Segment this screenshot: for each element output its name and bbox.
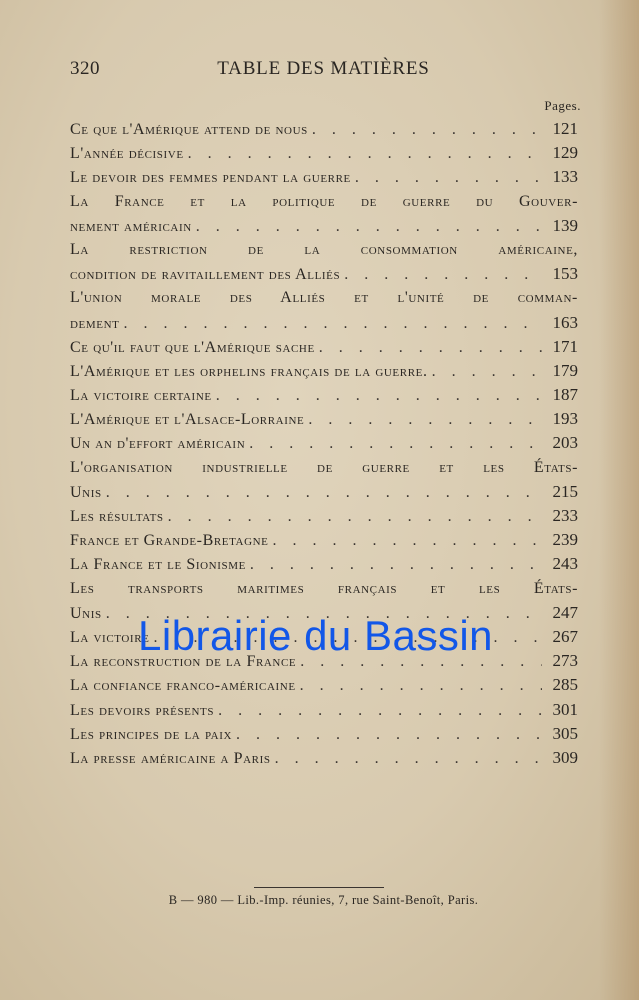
dot-leaders	[106, 481, 542, 505]
toc-entry-title: L'Amérique et les orphelins français de la guerre.	[70, 362, 428, 380]
toc-line	[70, 456, 578, 480]
toc-entry-title: condition de ravitaillement des Alliés	[70, 266, 341, 284]
toc-entry	[70, 238, 578, 286]
toc-line	[70, 238, 578, 262]
toc-page-number: 285	[552, 675, 578, 695]
toc-entry	[70, 117, 578, 141]
toc-page-number: 193	[552, 409, 578, 429]
dot-leaders	[168, 505, 542, 529]
toc-entry-title: Ce qu'il faut que l'Amérique sache	[70, 338, 315, 356]
dot-leaders	[273, 529, 542, 553]
toc-line	[70, 407, 578, 431]
toc-page-number: 305	[552, 723, 578, 743]
dot-leaders	[123, 312, 542, 336]
toc-page-number: 171	[552, 336, 578, 356]
toc-entry-title: L'Amérique et l'Alsace-Lorraine	[70, 411, 305, 429]
printer-imprint: B — 980 — Lib.-Imp. réunies, 7, rue Saint-Benoît, Paris.	[168, 893, 479, 907]
toc-line	[70, 214, 578, 238]
toc-entry-title: Les devoirs présents	[70, 701, 215, 719]
toc-entry	[70, 698, 578, 722]
toc-entry-title: L'union morale des Alliés et l'unité de comman-	[70, 289, 578, 307]
toc-entry	[70, 673, 578, 697]
toc-entry	[70, 528, 578, 552]
dot-leaders	[216, 384, 542, 408]
toc-entry-title: La victoire	[70, 628, 150, 646]
toc-line	[70, 722, 578, 746]
toc-entry-title: Un an d'effort américain	[70, 435, 246, 453]
dot-leaders	[432, 360, 542, 384]
toc-entry	[70, 286, 578, 334]
toc-entry	[70, 141, 578, 165]
toc-page-number: 243	[552, 554, 578, 574]
dot-leaders	[308, 408, 542, 432]
toc-page-number: 139	[552, 215, 578, 235]
toc-entry	[70, 190, 578, 238]
toc-entry-title: Les transports maritimes français et les États-	[70, 579, 578, 597]
toc-entry	[70, 359, 578, 383]
toc-entry-title: L'organisation industrielle de guerre et les États-	[70, 458, 578, 476]
toc-entry-title: L'année décisive	[70, 145, 184, 163]
toc-line	[70, 673, 578, 697]
toc-entry-title: Le devoir des femmes pendant la guerre	[70, 169, 351, 187]
toc-entry-title: Unis	[70, 483, 102, 501]
toc-line	[70, 552, 578, 576]
toc-line	[70, 383, 578, 407]
toc-entry	[70, 383, 578, 407]
toc-page-number: 267	[552, 626, 578, 646]
toc-entry-title: dement	[70, 314, 120, 332]
toc-line	[70, 746, 578, 770]
toc-entry	[70, 552, 578, 576]
toc-entry-title: La presse américaine a Paris	[70, 749, 271, 767]
toc-line	[70, 141, 578, 165]
running-title: TABLE DES MATIÈRES	[217, 58, 430, 79]
toc-page-number: 187	[552, 385, 578, 405]
toc-line	[70, 431, 578, 455]
bookseller-watermark: Librairie du Bassin	[138, 612, 494, 659]
toc-entry-title: La victoire certaine	[70, 387, 212, 405]
toc-entry	[70, 746, 578, 770]
footer-rule	[254, 887, 384, 888]
toc-entry	[70, 504, 578, 528]
toc-entry-title: Les principes de la paix	[70, 725, 233, 743]
toc-entry	[70, 722, 578, 746]
toc-entry-title: Unis	[70, 604, 102, 622]
toc-line	[70, 190, 578, 214]
toc-entry-title: La restriction de la consommation américaine,	[70, 240, 578, 258]
toc-line	[70, 577, 578, 601]
toc-page-number: 301	[552, 699, 578, 719]
dot-leaders	[188, 142, 542, 166]
toc-page-number: 203	[552, 433, 578, 453]
toc-line	[70, 528, 578, 552]
toc-line	[70, 335, 578, 359]
toc-line	[70, 262, 578, 286]
toc-line	[70, 165, 578, 189]
toc-page-number: 133	[552, 167, 578, 187]
toc-page-number: 215	[552, 481, 578, 501]
dot-leaders	[249, 432, 542, 456]
toc-entry-title: Ce que l'Amérique attend de nous	[70, 121, 308, 138]
toc-page-number: 121	[552, 119, 578, 138]
toc-entry-title: La reconstruction de la France	[70, 653, 297, 671]
toc-line	[70, 698, 578, 722]
toc-line	[70, 480, 578, 504]
toc-entry-title: La France et la politique de guerre du Gouver-	[70, 192, 578, 210]
dot-leaders	[344, 263, 542, 287]
dot-leaders	[300, 674, 542, 698]
toc-page-number: 309	[552, 747, 578, 767]
dot-leaders	[196, 215, 542, 239]
dot-leaders	[250, 553, 542, 577]
toc-page-number: 239	[552, 530, 578, 550]
dot-leaders	[319, 336, 542, 360]
page-number: 320	[70, 58, 100, 79]
dot-leaders	[312, 118, 542, 142]
toc-entry	[70, 407, 578, 431]
toc-page-number: 129	[552, 143, 578, 163]
toc-entry	[70, 456, 578, 504]
dot-leaders	[275, 747, 542, 771]
toc-entry	[70, 165, 578, 189]
toc-line	[70, 286, 578, 310]
toc-entry-title: nement américain	[70, 217, 192, 235]
dot-leaders	[236, 723, 542, 747]
toc-entry-title: Les résultats	[70, 508, 164, 525]
table-of-contents	[70, 117, 578, 770]
pages-column-label: Pages.	[544, 98, 581, 113]
dot-leaders	[355, 166, 542, 190]
toc-page-number: 233	[552, 506, 578, 525]
toc-line	[70, 359, 578, 383]
toc-entry-title: La France et le Sionisme	[70, 556, 246, 574]
toc-entry	[70, 431, 578, 455]
toc-entry-title: France et Grande-Bretagne	[70, 532, 269, 550]
page-edge-shadow	[599, 0, 639, 1000]
toc-page-number: 273	[552, 651, 578, 671]
toc-page-number: 247	[552, 602, 578, 622]
toc-line	[70, 311, 578, 335]
toc-page-number: 153	[552, 264, 578, 284]
toc-page-number: 179	[552, 360, 578, 380]
toc-page-number: 163	[552, 312, 578, 332]
toc-line	[70, 117, 578, 141]
toc-entry-title: La confiance franco-américaine	[70, 677, 296, 695]
toc-entry	[70, 335, 578, 359]
dot-leaders	[218, 699, 542, 723]
toc-line	[70, 504, 578, 528]
